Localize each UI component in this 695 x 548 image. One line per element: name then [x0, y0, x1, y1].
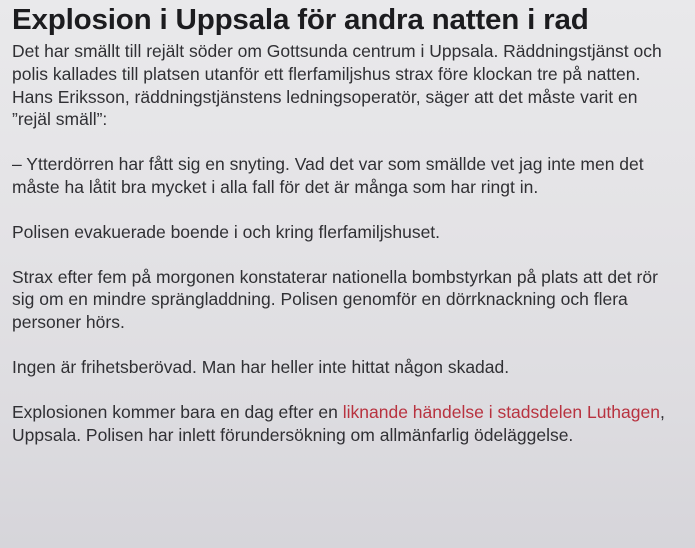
article-headline: Explosion i Uppsala för andra natten i rad: [12, 4, 589, 36]
article-paragraph-4: Strax efter fem på morgonen konstaterar nationella bombstyrkan på plats att det rör sig om en mindre sprängladdning. Polisen genomför en dörrknackning och flera personer hörs.: [12, 266, 658, 333]
article-paragraph-6: [12, 401, 681, 447]
paragraph-6-text-before-link: Explosionen kommer bara en dag efter en: [12, 401, 343, 422]
article-paragraph-5: Ingen är frihetsberövad. Man har heller inte hittat någon skadad.: [12, 356, 510, 377]
related-article-link[interactable]: liknande händelse i stadsdelen Luthagen: [342, 401, 660, 422]
article-body: [12, 40, 681, 446]
article-paragraph-2-quote: – Ytterdörren har fått sig en snyting. Vad det var som smällde vet jag inte men det måste ha låtit bra mycket i alla fall för det är många som har ringt in.: [12, 154, 644, 197]
article-paragraph-1: Det har smällt till rejält söder om Gottsunda centrum i Uppsala. Räddningstjänst och polis kallades till platsen utanför ett flerfamiljshus strax före klockan tre på natten. Hans Eriksson, räddningstjänstens ledningsoperatör, säger att det måste varit en ”rejäl smäll”:: [12, 41, 662, 130]
article-paragraph-3: Polisen evakuerade boende i och kring flerfamiljshuset.: [12, 221, 441, 242]
paragraph-6-text-after-link: , Uppsala. Polisen har inlett förundersökning om allmänfarlig ödeläggelse.: [12, 401, 665, 445]
